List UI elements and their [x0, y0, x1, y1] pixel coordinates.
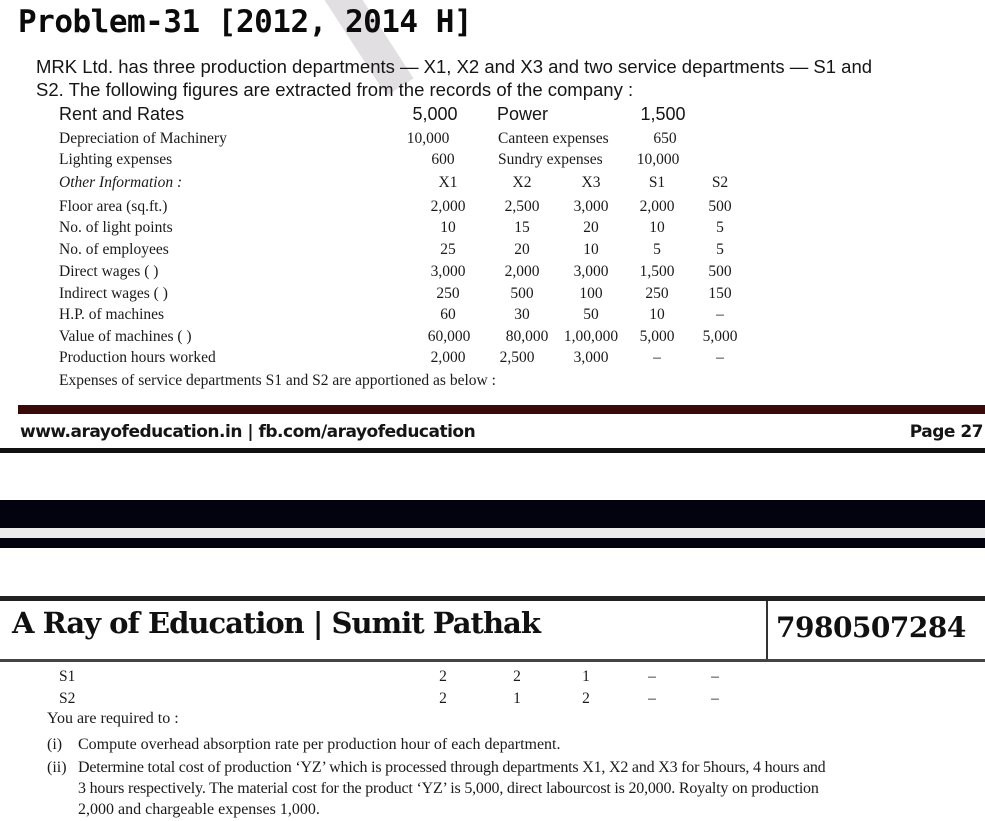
- expense-label-2: Power: [497, 104, 549, 124]
- table-cell: 3,000: [573, 263, 609, 280]
- table-cell: 2,000: [430, 198, 466, 215]
- table-cell: 2,500: [499, 349, 535, 366]
- page-number: Page 27: [909, 422, 983, 442]
- table-cell: 250: [436, 285, 460, 302]
- table-cell: 5: [716, 219, 724, 236]
- table-cell: 2,000: [430, 349, 466, 366]
- table-cell: 2,000: [504, 263, 540, 280]
- required-label: You are required to :: [47, 710, 179, 727]
- header-bottom-rule: [0, 659, 985, 662]
- apportion-cell: –: [648, 668, 656, 685]
- col-header-s1: S1: [648, 174, 666, 191]
- expense-value-2: 1,500: [640, 104, 686, 124]
- table-cell: 15: [514, 219, 530, 236]
- table-cell: 5: [716, 241, 724, 258]
- table-cell: 3,000: [430, 263, 466, 280]
- req-2-line-3: 2,000 and chargeable expenses 1,000.: [78, 801, 320, 818]
- table-cell: 60,000: [427, 328, 471, 345]
- table-cell: 30: [514, 306, 530, 323]
- expense-label: Depreciation of Machinery: [59, 130, 227, 147]
- table-cell: 500: [708, 198, 732, 215]
- footer-bottom-rule: [0, 448, 985, 453]
- table-row-label: H.P. of machines: [59, 306, 165, 323]
- apportion-cell: 1: [582, 668, 590, 685]
- expense-value-2: 650: [653, 130, 677, 147]
- expense-value: 600: [431, 151, 455, 168]
- table-cell: –: [716, 349, 724, 366]
- col-header-x3: X3: [581, 174, 601, 191]
- table-cell: 50: [583, 306, 599, 323]
- page-break-band: [0, 500, 985, 528]
- table-row-label: Indirect wages ( ): [59, 285, 168, 302]
- table-row-label: No. of employees: [59, 241, 169, 258]
- expense-value-2: 10,000: [636, 151, 680, 168]
- req-1-number: (i): [47, 736, 63, 753]
- intro-line-1: MRK Ltd. has three production departments — X1, X2 and X3 and two service departments — S1 and: [36, 56, 873, 77]
- footer-links: www.arayofeducation.in | fb.com/arayofeducation: [20, 422, 476, 442]
- other-info-label: Other Information :: [59, 174, 183, 191]
- apportion-note: Expenses of service departments S1 and S2 are apportioned as below :: [59, 372, 496, 389]
- page-break-band-2: [0, 538, 985, 548]
- expense-value: 10,000: [406, 130, 450, 147]
- table-cell: 60: [440, 306, 456, 323]
- apportion-cell: –: [711, 690, 719, 707]
- expense-label: Rent and Rates: [59, 104, 185, 124]
- header-phone: 7980507284: [776, 611, 966, 644]
- req-1-text: Compute overhead absorption rate per production hour of each department.: [78, 736, 561, 753]
- table-row-label: Production hours worked: [59, 349, 216, 366]
- table-cell: 500: [510, 285, 534, 302]
- table-cell: 2,000: [639, 198, 675, 215]
- apportion-cell: –: [648, 690, 656, 707]
- table-cell: 150: [708, 285, 732, 302]
- req-2-line-2: 3 hours respectively. The material cost for the product ‘YZ’ is 5,000, direct labourcost is 20,000. Royalty on production: [78, 780, 819, 797]
- apportion-row-label: S1: [59, 668, 76, 685]
- expense-label: Lighting expenses: [59, 151, 173, 168]
- expense-label-2: Sundry expenses: [498, 151, 603, 168]
- table-cell: 5,000: [639, 328, 675, 345]
- req-2-line-1: Determine total cost of production ‘YZ’ which is processed through departments X1, X2 and X3 for 5hours, 4 hours and: [78, 759, 826, 776]
- intro-line-2: S2. The following figures are extracted from the records of the company :: [36, 79, 634, 100]
- table-cell: 20: [514, 241, 530, 258]
- table-cell: 80,000: [505, 328, 549, 345]
- table-cell: 5,000: [702, 328, 738, 345]
- table-cell: 1,00,000: [563, 328, 619, 345]
- table-cell: 100: [579, 285, 603, 302]
- header-divider: [766, 601, 768, 661]
- table-cell: 5: [653, 241, 661, 258]
- apportion-cell: 2: [513, 668, 521, 685]
- req-2-number: (ii): [47, 759, 67, 776]
- table-cell: 10: [440, 219, 456, 236]
- footer-rule: [18, 405, 985, 414]
- table-row-label: Floor area (sq.ft.): [59, 198, 168, 215]
- apportion-cell: 2: [439, 690, 447, 707]
- table-cell: 20: [583, 219, 599, 236]
- table-cell: 500: [708, 263, 732, 280]
- table-cell: 10: [649, 219, 665, 236]
- table-cell: 3,000: [573, 198, 609, 215]
- expense-value: 5,000: [412, 104, 458, 124]
- problem-title: Problem-31 [2012, 2014 H]: [18, 4, 473, 40]
- table-cell: 10: [649, 306, 665, 323]
- table-cell: 25: [440, 241, 456, 258]
- table-row-label: No. of light points: [59, 219, 173, 236]
- table-cell: 1,500: [639, 263, 675, 280]
- col-header-s2: S2: [711, 174, 729, 191]
- header-top-rule: [0, 596, 985, 601]
- col-header-x1: X1: [438, 174, 458, 191]
- expense-label-2: Canteen expenses: [498, 130, 609, 147]
- apportion-cell: 2: [439, 668, 447, 685]
- table-cell: –: [653, 349, 661, 366]
- table-row-label: Value of machines ( ): [59, 328, 192, 345]
- table-cell: 10: [583, 241, 599, 258]
- header-title: A Ray of Education | Sumit Pathak: [12, 606, 540, 640]
- col-header-x2: X2: [512, 174, 532, 191]
- apportion-cell: 2: [582, 690, 590, 707]
- table-row-label: Direct wages ( ): [59, 263, 159, 280]
- table-cell: 3,000: [573, 349, 609, 366]
- apportion-cell: 1: [513, 690, 521, 707]
- table-cell: 2,500: [504, 198, 540, 215]
- apportion-row-label: S2: [59, 690, 76, 707]
- apportion-cell: –: [711, 668, 719, 685]
- table-cell: –: [716, 306, 724, 323]
- page-break-gap: [0, 528, 985, 538]
- table-cell: 250: [645, 285, 669, 302]
